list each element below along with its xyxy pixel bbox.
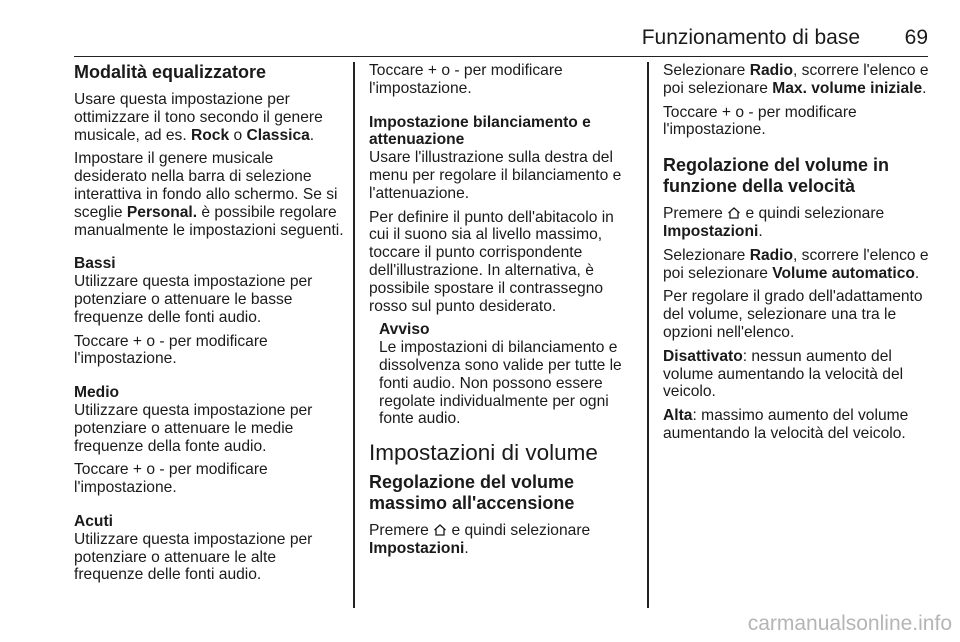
term-radio: Radio bbox=[749, 246, 794, 264]
text: e quindi selezionare bbox=[741, 205, 885, 223]
paragraph: Toccare + o - per modificare l'impostazione. bbox=[74, 461, 268, 497]
term-classica: Classica bbox=[246, 126, 310, 144]
paragraph: Utilizzare questa impostazione per potenziare o attenuare le basse frequenze delle fonti audio. bbox=[74, 273, 313, 326]
text: Premere bbox=[369, 522, 434, 540]
note-text: Le impostazioni di bilanciamento e dissolvenza sono valide per tutte le fonti audio. Non possono essere regolate individualmente per ogni fonte audio. bbox=[379, 339, 622, 428]
paragraph: Utilizzare questa impostazione per potenziare o attenuare le medie frequenze della fonte audio. bbox=[74, 401, 313, 455]
note-box bbox=[369, 321, 635, 428]
term-max-volume: Max. volume iniziale bbox=[772, 79, 923, 97]
text: . bbox=[914, 264, 920, 282]
subheading-medio: Medio bbox=[74, 384, 120, 402]
section-heading-equalizer: Modalità equalizzatore bbox=[74, 62, 267, 82]
text: . bbox=[309, 126, 315, 144]
text: e quindi selezionare bbox=[447, 522, 591, 540]
column-1 bbox=[74, 62, 344, 590]
paragraph: Utilizzare questa impostazione per potenziare o attenuare le alte frequenze delle fonti audio. bbox=[74, 530, 313, 584]
paragraph bbox=[663, 62, 933, 98]
paragraph bbox=[663, 348, 933, 401]
text: è possibile regolare manualmente le impostazioni seguenti. bbox=[74, 203, 344, 239]
home-icon bbox=[433, 523, 447, 537]
text: : massimo aumento del volume aumentando la velocità del veicolo. bbox=[663, 407, 909, 442]
subsection-heading-max-volume: Regolazione del volume massimo all'accensione bbox=[369, 472, 575, 514]
paragraph bbox=[369, 522, 635, 558]
subheading-balance: Impostazione bilanciamento e attenuazione bbox=[369, 113, 591, 149]
term-disattivato: Disattivato bbox=[663, 347, 743, 365]
paragraph bbox=[663, 247, 933, 283]
term-rock: Rock bbox=[191, 126, 230, 144]
term-impostazioni: Impostazioni bbox=[369, 539, 465, 557]
text: : nessun aumento del volume aumentando la velocità del veicolo. bbox=[663, 347, 904, 401]
paragraph bbox=[74, 91, 344, 144]
page-header-title: Funzionamento di base bbox=[641, 26, 860, 49]
column-divider bbox=[353, 62, 355, 608]
text: Premere bbox=[663, 205, 728, 223]
text: o bbox=[229, 126, 247, 144]
text: Usare questa impostazione per ottimizzare il tono secondo il genere musicale, ad es. bbox=[74, 91, 323, 144]
paragraph: Toccare + o - per modificare l'impostazione. bbox=[369, 62, 563, 97]
paragraph: Toccare + o - per modificare l'impostazione. bbox=[663, 103, 857, 139]
section-heading-volume: Impostazioni di volume bbox=[369, 440, 598, 466]
page-header bbox=[74, 26, 928, 57]
paragraph: Per definire il punto dell'abitacolo in cui il suono sia al livello massimo, toccare il punto corrispondente dell'illustrazione. In alternativa, è possibile spostare il contrassegno rosso sul punto desiderato. bbox=[369, 208, 614, 315]
note-title: Avviso bbox=[379, 321, 430, 339]
text: . bbox=[464, 539, 469, 557]
text: Selezionare bbox=[663, 62, 750, 79]
term-radio: Radio bbox=[749, 62, 794, 79]
home-icon bbox=[727, 206, 741, 220]
page-number: 69 bbox=[904, 26, 928, 49]
term-alta: Alta bbox=[663, 407, 693, 425]
text: . bbox=[922, 79, 927, 97]
term-personal: Personal. bbox=[126, 203, 198, 221]
paragraph: Usare l'illustrazione sulla destra del menu per regolare il bilanciamento e l'attenuazione. bbox=[369, 149, 622, 202]
paragraph bbox=[74, 150, 344, 239]
term-volume-automatico: Volume automatico bbox=[772, 264, 915, 282]
text: , scorrere l'elenco e poi selezionare bbox=[663, 62, 929, 97]
column-3 bbox=[663, 62, 933, 449]
paragraph bbox=[663, 407, 933, 443]
paragraph: Per regolare il grado dell'adattamento del volume, selezionare una tra le opzioni nell'elenco. bbox=[663, 288, 923, 341]
text: . bbox=[758, 222, 763, 240]
text: Impostare il genere musicale desiderato nella barra di selezione interattiva in fondo allo schermo. Se si sceglie bbox=[74, 150, 338, 221]
watermark: carmanualsonline.info bbox=[747, 612, 952, 635]
subsection-heading-speed-volume: Regolazione del volume in funzione della velocità bbox=[663, 155, 890, 197]
paragraph: Toccare + o - per modificare l'impostazione. bbox=[74, 332, 268, 368]
term-impostazioni: Impostazioni bbox=[663, 222, 759, 240]
column-divider bbox=[647, 62, 649, 608]
text: Selezionare bbox=[663, 246, 750, 264]
subheading-bassi: Bassi bbox=[74, 255, 116, 273]
column-2 bbox=[369, 62, 635, 564]
paragraph bbox=[663, 205, 933, 241]
text: , scorrere l'elenco e poi selezionare bbox=[663, 246, 929, 282]
subheading-acuti: Acuti bbox=[74, 512, 113, 530]
